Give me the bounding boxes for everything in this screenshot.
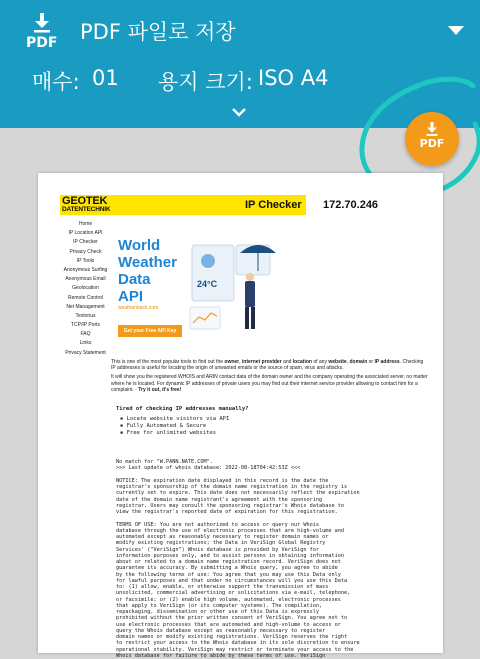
ad-site: weatherstack.com [118,305,159,311]
nav-item: IP Checker [73,239,98,246]
copies-label: 매수: [32,70,80,94]
description-paragraph-1: This is one of the most popular tools to find out the owner, internet provider and location of any website, domain or IP address. Checking IP addresses is useful for locating the origin of unwanted emails or the source of spam, virus and attacks. [111,359,424,372]
save-pdf-label: PDF [419,137,445,150]
page-preview [38,173,443,659]
nav-item: Privacy Statement [65,349,106,356]
nav-item: Anonymous Email [65,276,106,283]
nav-item: FAQ [80,331,91,338]
nav-item: Links [79,340,92,347]
paper-size-value: ISO A4 [258,66,329,90]
nav-item: Privacy Check [69,248,102,255]
pdf-download-icon [24,13,60,53]
paper-size-label: 용지 크기: [158,70,253,94]
nav-item: IP Tools [76,257,95,264]
weather-illustration [188,233,278,343]
tool-description [111,359,429,396]
expand-options-chevron-icon[interactable] [230,106,248,118]
weather-api-ad: World Weather Data API weatherstack.com Get your Free API Key [118,233,228,343]
nav-item: IP Location API [68,230,103,237]
nav-item: TCP/IP Ports [70,322,101,329]
nav-item: Remote Control [67,294,103,301]
pdf-icon-label: PDF [26,35,58,51]
list-item: ▪ Locate website visitors via API [120,416,361,423]
description-paragraph-2: It will show you the registered WHOIS and ARIN contact data of the domain owner and the company operating the associated server, no matter where he is located. For dynamic IP addresses of private users you may find out their internet service provider allowing to contact him for a complaint. - Try it out, it's free! [111,374,428,393]
preview-nav [58,220,113,358]
printer-select[interactable]: PDF 파일로 저장 [80,20,236,44]
list-item: ▪ Fully Automated & Secure [120,423,361,430]
nav-item: Geolocation [72,285,99,292]
copies-value: 01 [92,66,119,90]
page-heading: IP Checker [245,199,302,211]
nav-item: Anonymous Surfing [63,266,108,273]
tired-list [116,416,361,437]
whois-output: No match for "W.PANN.NATE.COM". >>> Last update of whois database: 2022-08-18T04:42:53Z <<< NOTICE: The expiration date displayed in this record is the date the registrar's sponsorship of the domain name registration in the registry is currently set to expire. This date does not necessarily reflect the expiration date of the domain name registrant's agreement with the sponsoring registrar. Users may consult the sponsoring registrar's Whois database to view the registrar's reported date of expiration for this registration. TERMS OF USE: You are not authorized to access or query our Whois database through the use of electronic processes that are high-volume and automated except as reasonably necessary to register domain names or modify existing registrations; the Data in VeriSign Global Registry Services' ("VeriSign") Whois database is provided by VeriSign for information purposes only, and to assist persons in obtaining information about or related to a domain name registration record. VeriSign does not guarantee its accuracy. By submitting a Whois query, you agree to abide by the following terms of use: You agree that you may use this Data only for lawful purposes and that under no circumstances will you use this Data to: (1) allow, enable, or otherwise support the transmission of mass unsolicited, commercial advertising or solicitations via e-mail, telephone, or facsimile; or (2) enable high volume, automated, electronic processes that apply to VeriSign (or its computer systems). The compilation, repackaging, dissemination or other use of this Data is expressly prohibited without the prior written consent of VeriSign. You agree not to use electronic processes that are automated and high-volume to access or query the Whois database except as reasonably necessary to register domain names or modify existing registrations. VeriSign reserves the right to restrict your access to the Whois database in its sole discretion to ensure operational stability. VeriSign may restrict or terminate your access to the Whois database for failure to abide by these terms of use. VeriSign [116,459,360,659]
geotek-logo: GEOTEK DATENTECHNIK [60,195,116,215]
list-item: ▪ Free for unlimited websites [120,430,361,437]
nav-item: Net Management [66,303,105,310]
tired-box [116,406,361,437]
printer-dropdown-icon[interactable] [448,26,464,35]
nav-item: Textonus [75,312,96,319]
ad-cta-button: Get your Free API Key [118,325,182,337]
download-arrow-icon [32,13,52,33]
nav-item: Home [78,221,93,227]
tired-heading: Tired of checking IP addresses manually? [116,406,249,412]
ip-address: 172.70.246 [323,199,379,211]
temperature-label: 24°C [197,279,218,289]
